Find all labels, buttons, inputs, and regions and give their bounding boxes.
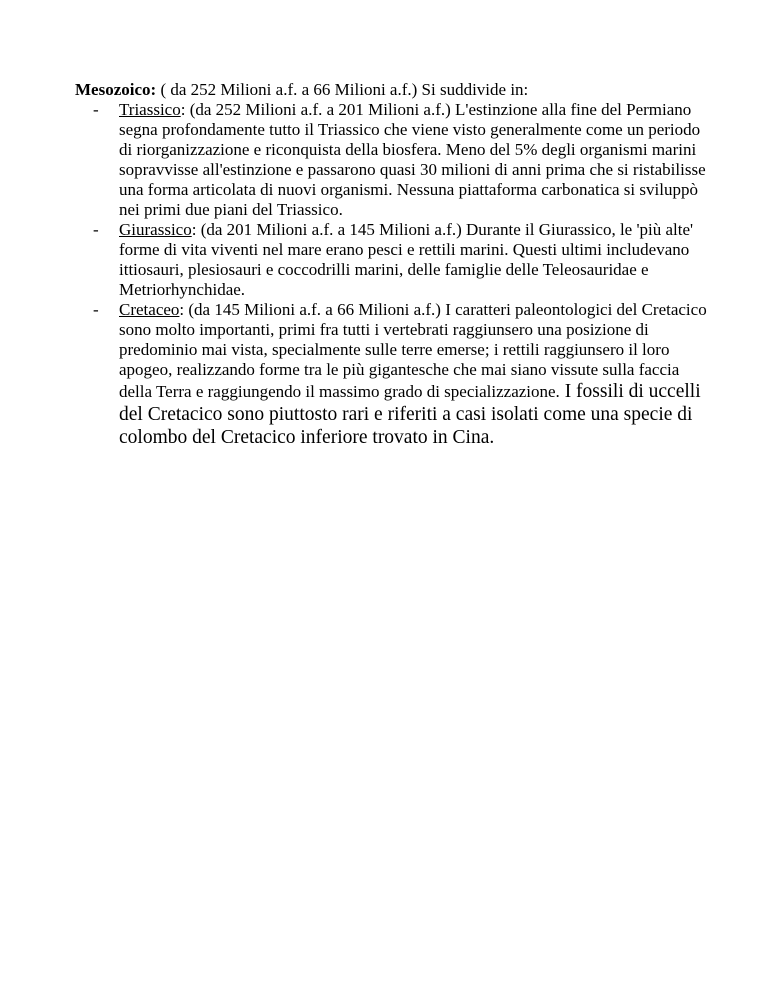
list-bullet: - [93,300,99,319]
period-text-cretaceo: : (da 145 Milioni a.f. a 66 Milioni a.f.) I caratteri paleontologici del Cretacico sono molto importanti, primi fra tutti i vertebrati raggiunsero una posizione di predominio mai vista, specialmente sulle terre emerse; i rettili raggiunsero il loro apogeo, realizzando forme tra le più gigantesche che mai siano vissute sulla faccia della Terra e raggiungendo il massimo grado di specializzazione. [119,300,707,401]
period-list [93,100,713,449]
mesozoic-heading [75,80,528,100]
period-text-triassico: : (da 252 Milioni a.f. a 201 Milioni a.f.) L'estinzione alla fine del Permiano segna profondamente tutto il Triassico che viene visto generalmente come un periodo di riorganizzazione e riconquista della biosfera. Meno del 5% degli organismi marini sopravvisse all'estinzione e passarono quasi 30 milioni di anni prima che si ristabilisse una forma articolata di nuovi organismi. Nessuna piattaforma carbonatica si sviluppò nei primi due piani del Triassico. [119,100,706,219]
period-name-giurassico: Giurassico [119,220,192,239]
list-item-cretaceo [93,300,713,449]
period-text-cretaceo-larger: I fossili di uccelli del Cretacico sono piuttosto rari e riferiti a casi isolati come una specie di colombo del Cretacico inferiore trovato in Cina. [119,381,701,448]
period-text-giurassico: : (da 201 Milioni a.f. a 145 Milioni a.f.) Durante il Giurassico, le 'più alte' forme di vita viventi nel mare erano pesci e rettili marini. Questi ultimi includevano ittiosauri, plesiosauri e coccodrilli marini, delle famiglie delle Teleosauridae e Metriorhynchidae. [119,220,694,299]
heading-label: Mesozoico: [75,80,157,99]
period-name-cretaceo: Cretaceo [119,300,180,319]
list-item-giurassico [93,220,713,300]
period-name-triassico: Triassico [119,100,181,119]
list-bullet: - [93,100,99,119]
heading-text: ( da 252 Milioni a.f. a 66 Milioni a.f.) Si suddivide in: [156,80,529,99]
list-bullet: - [93,220,99,239]
list-item-triassico [93,100,713,220]
